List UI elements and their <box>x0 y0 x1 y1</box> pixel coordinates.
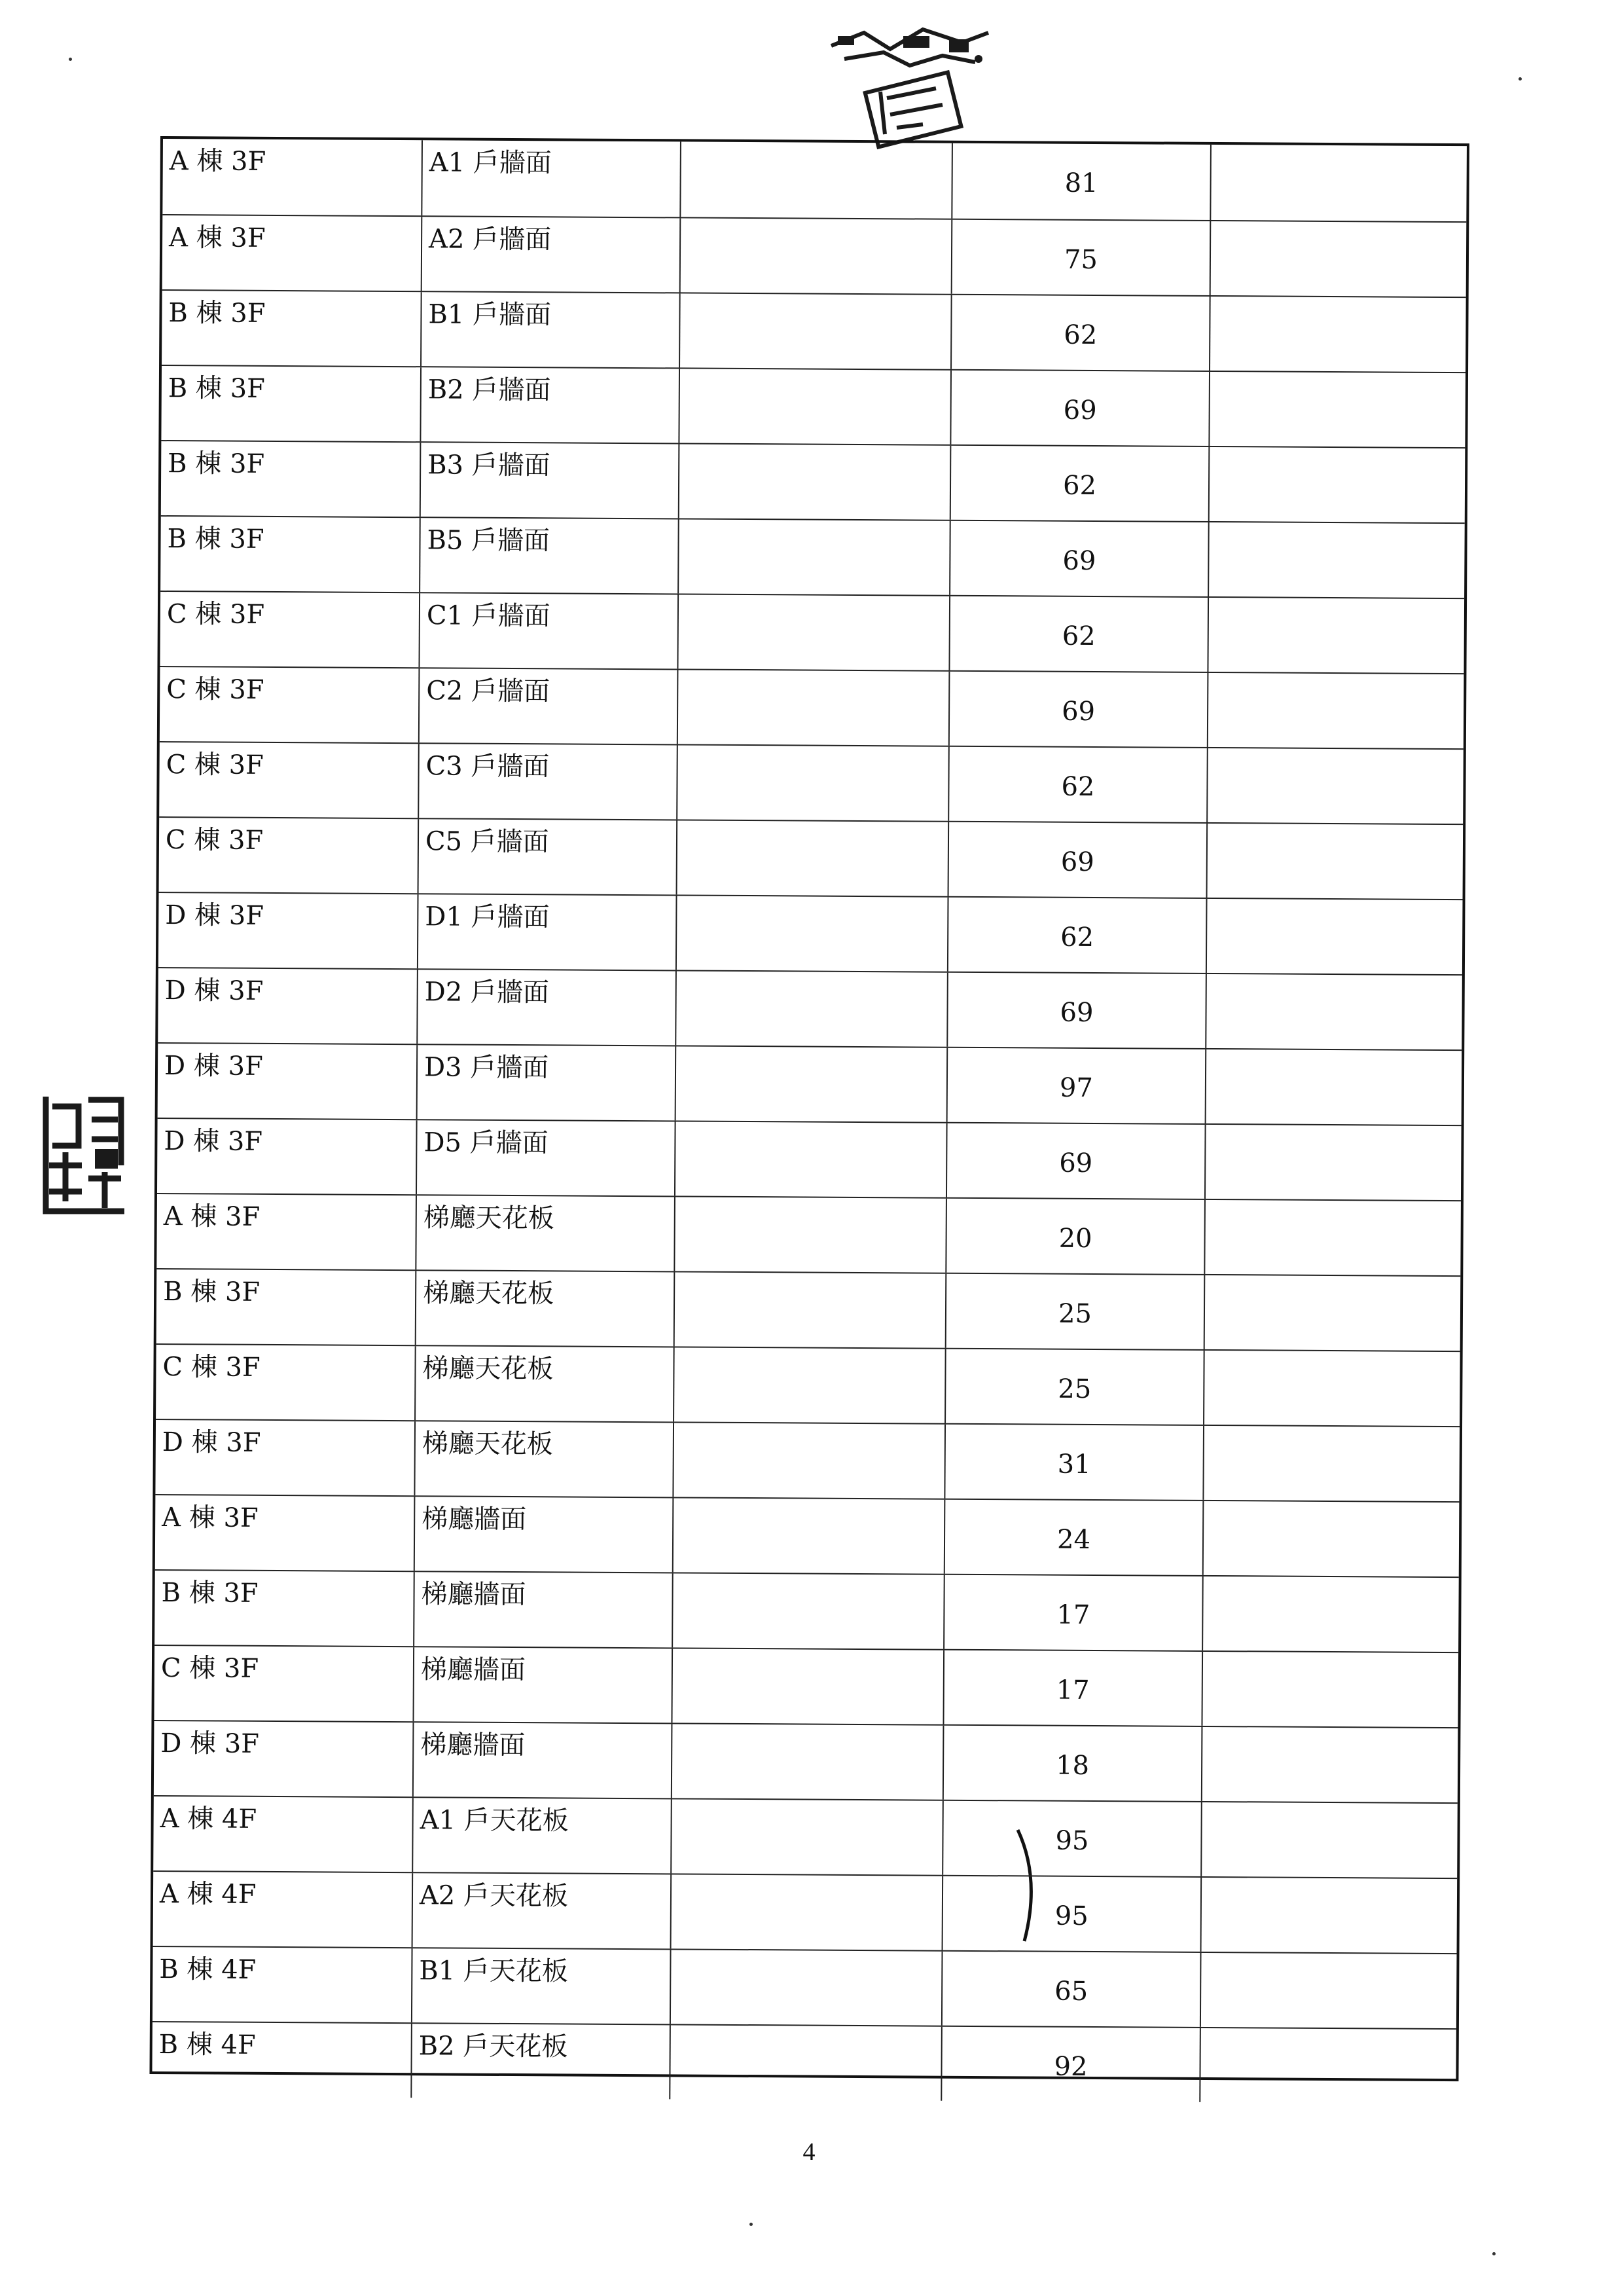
remark-cell <box>1208 447 1468 522</box>
table-row <box>158 967 1462 1049</box>
building-cell: C 棟 3F <box>166 674 264 705</box>
table-row <box>157 1118 1462 1200</box>
location-cell: B2 戶天花板 <box>410 2024 670 2099</box>
building-cell: A 棟 3F <box>163 1201 261 1232</box>
table-row <box>154 1720 1458 1802</box>
remark-cell <box>1200 1953 1460 2028</box>
blank-cell <box>675 896 948 971</box>
table-row <box>162 289 1466 372</box>
building-cell: A 棟 3F <box>169 223 266 253</box>
blank-cell <box>672 1573 944 1649</box>
remark-cell <box>1207 598 1467 673</box>
seal-stamp-top <box>825 20 995 151</box>
blank-cell <box>675 971 947 1046</box>
value-cell: 69 <box>948 822 1207 898</box>
building-cell: D 棟 3F <box>164 975 264 1006</box>
location-cell: A2 戶牆面 <box>421 217 680 292</box>
remark-cell <box>1199 2028 1459 2104</box>
value-cell: 24 <box>944 1500 1203 1575</box>
blank-cell <box>678 369 950 444</box>
location-cell: 梯廳牆面 <box>412 1647 672 1722</box>
building-cell: A 棟 3F <box>169 146 266 177</box>
remark-cell <box>1205 974 1465 1049</box>
blank-cell <box>672 1498 944 1573</box>
building-cell: D 棟 3F <box>165 900 264 931</box>
blank-cell <box>671 1724 943 1799</box>
location-cell: A2 戶天花板 <box>412 1873 671 1948</box>
location-cell: A1 戶天花板 <box>412 1798 671 1873</box>
building-cell: B 棟 3F <box>167 524 264 555</box>
building-cell: A 棟 3F <box>162 1503 259 1533</box>
location-cell: B1 戶牆面 <box>420 292 679 367</box>
remark-cell <box>1209 297 1469 372</box>
remark-cell <box>1207 673 1467 748</box>
value-cell: 62 <box>950 446 1209 521</box>
table-row <box>160 591 1464 673</box>
building-cell: A 棟 4F <box>160 1804 257 1834</box>
blank-cell <box>670 1799 943 1874</box>
table-row <box>154 1645 1458 1727</box>
remark-cell <box>1210 145 1469 221</box>
value-cell: 65 <box>941 1952 1200 2027</box>
blank-cell <box>669 2025 941 2100</box>
location-cell: D5 戶牆面 <box>416 1120 675 1195</box>
location-cell: D3 戶牆面 <box>416 1045 675 1120</box>
remark-cell <box>1201 1652 1461 1727</box>
building-cell: B 棟 3F <box>163 1277 261 1307</box>
location-cell: B5 戶牆面 <box>419 518 678 593</box>
building-cell: B 棟 3F <box>168 373 266 404</box>
blank-cell <box>679 141 952 218</box>
blank-cell <box>673 1347 945 1423</box>
building-cell: B 棟 3F <box>168 298 266 329</box>
location-cell: C2 戶牆面 <box>418 668 677 744</box>
value-cell: 62 <box>947 898 1206 973</box>
value-cell: 20 <box>945 1199 1204 1274</box>
blank-cell <box>676 745 948 820</box>
value-cell: 92 <box>941 2027 1200 2102</box>
blank-cell <box>677 670 949 745</box>
table-row <box>152 2021 1456 2104</box>
location-cell: C1 戶牆面 <box>418 593 677 668</box>
value-cell: 69 <box>946 973 1206 1048</box>
scan-speck <box>69 58 72 61</box>
blank-cell <box>671 1649 943 1724</box>
table-row <box>155 1494 1460 1576</box>
blank-cell <box>670 1950 942 2025</box>
building-cell: C 棟 3F <box>165 825 264 856</box>
value-cell: 62 <box>950 295 1210 371</box>
building-cell: B 棟 4F <box>158 2030 256 2060</box>
blank-cell <box>679 218 952 293</box>
table-row <box>155 1419 1460 1501</box>
value-cell: 18 <box>943 1726 1202 1801</box>
remark-cell <box>1204 1275 1464 1351</box>
location-cell: 梯廳天花板 <box>414 1421 673 1497</box>
remark-cell <box>1202 1501 1462 1576</box>
building-cell: B 棟 3F <box>168 448 265 479</box>
remark-cell <box>1202 1576 1462 1652</box>
remark-cell <box>1205 1049 1465 1125</box>
blank-cell <box>674 1121 946 1197</box>
page-number: 4 <box>802 2138 816 2166</box>
table-row <box>153 1795 1458 1878</box>
blank-cell <box>679 293 951 369</box>
table-row <box>162 139 1467 221</box>
building-cell: C 棟 3F <box>162 1352 261 1383</box>
blank-cell <box>674 1197 946 1272</box>
value-cell: 17 <box>943 1650 1202 1726</box>
location-cell: 梯廳牆面 <box>413 1572 672 1647</box>
blank-cell <box>675 1046 947 1121</box>
building-cell: C 棟 3F <box>166 599 265 630</box>
blank-cell <box>677 594 949 670</box>
location-cell: B3 戶牆面 <box>420 443 679 518</box>
table-row <box>160 515 1465 598</box>
value-cell: 31 <box>944 1425 1203 1500</box>
value-cell: 25 <box>945 1274 1204 1349</box>
table-row <box>154 1569 1459 1652</box>
value-cell: 97 <box>946 1048 1206 1123</box>
value-cell: 69 <box>946 1123 1205 1199</box>
blank-cell <box>678 444 950 519</box>
measurement-table <box>149 136 1469 2081</box>
blank-cell <box>674 1272 946 1347</box>
remark-cell <box>1210 221 1469 297</box>
building-cell: D 棟 3F <box>162 1427 261 1458</box>
location-cell: 梯廳牆面 <box>412 1722 672 1798</box>
table-row <box>158 892 1463 974</box>
remark-cell <box>1204 1125 1464 1200</box>
value-cell: 25 <box>944 1349 1204 1425</box>
location-cell: D2 戶牆面 <box>416 970 675 1045</box>
table-row <box>159 741 1464 824</box>
building-cell: A 棟 4F <box>159 1879 257 1910</box>
scan-speck <box>1519 77 1522 81</box>
value-cell: 62 <box>948 747 1207 822</box>
value-cell: 62 <box>948 596 1208 672</box>
building-cell: B 棟 3F <box>161 1578 259 1609</box>
location-cell: B2 戶牆面 <box>420 367 679 443</box>
blank-cell <box>676 820 948 896</box>
value-cell: 95 <box>942 1801 1201 1876</box>
value-cell: 69 <box>948 672 1208 747</box>
remark-cell <box>1201 1727 1461 1802</box>
building-cell: C 棟 3F <box>160 1653 259 1684</box>
building-cell: D 棟 3F <box>164 1051 263 1082</box>
remark-cell <box>1200 1802 1460 1878</box>
remark-cell <box>1202 1426 1462 1501</box>
location-cell: D1 戶牆面 <box>417 894 676 970</box>
table-row <box>161 440 1465 522</box>
table-row <box>156 1193 1461 1275</box>
remark-cell <box>1206 824 1466 899</box>
table-row <box>162 214 1467 297</box>
scan-speck <box>1492 2252 1496 2255</box>
table-row <box>153 1870 1458 1953</box>
blank-cell <box>677 519 950 594</box>
location-cell: C3 戶牆面 <box>418 744 677 819</box>
location-cell: B1 戶天花板 <box>411 1948 670 2024</box>
remark-cell <box>1208 522 1467 598</box>
location-cell: A1 戶牆面 <box>421 140 680 217</box>
table-row <box>156 1343 1460 1426</box>
location-cell: C5 戶牆面 <box>418 819 677 894</box>
building-cell: C 棟 3F <box>166 750 264 780</box>
remark-cell <box>1204 1200 1464 1275</box>
blank-cell <box>672 1423 944 1498</box>
table-row <box>159 816 1464 899</box>
value-cell: 75 <box>951 220 1210 295</box>
scan-speck <box>749 2223 753 2226</box>
table-row <box>153 1946 1457 2028</box>
blank-cell <box>670 1874 943 1950</box>
building-cell: D 棟 3F <box>160 1728 260 1759</box>
building-cell: B 棟 4F <box>159 1954 257 1985</box>
remark-cell <box>1208 372 1468 447</box>
remark-cell <box>1206 748 1466 824</box>
value-cell: 95 <box>942 1876 1201 1952</box>
seal-stamp-left <box>39 1087 131 1224</box>
location-cell: 梯廳天花板 <box>415 1271 674 1346</box>
location-cell: 梯廳天花板 <box>415 1195 674 1271</box>
table-row <box>161 365 1465 447</box>
location-cell: 梯廳牆面 <box>414 1497 673 1572</box>
table-row <box>158 1042 1462 1125</box>
value-cell: 69 <box>950 371 1209 446</box>
value-cell: 81 <box>951 143 1210 220</box>
table-row <box>156 1268 1461 1351</box>
table-row <box>160 666 1464 748</box>
building-cell: D 棟 3F <box>164 1126 263 1157</box>
remark-cell <box>1206 899 1465 974</box>
remark-cell <box>1200 1878 1460 1953</box>
value-cell: 69 <box>949 521 1208 596</box>
location-cell: 梯廳天花板 <box>414 1346 674 1421</box>
value-cell: 17 <box>943 1575 1202 1650</box>
remark-cell <box>1203 1351 1463 1426</box>
